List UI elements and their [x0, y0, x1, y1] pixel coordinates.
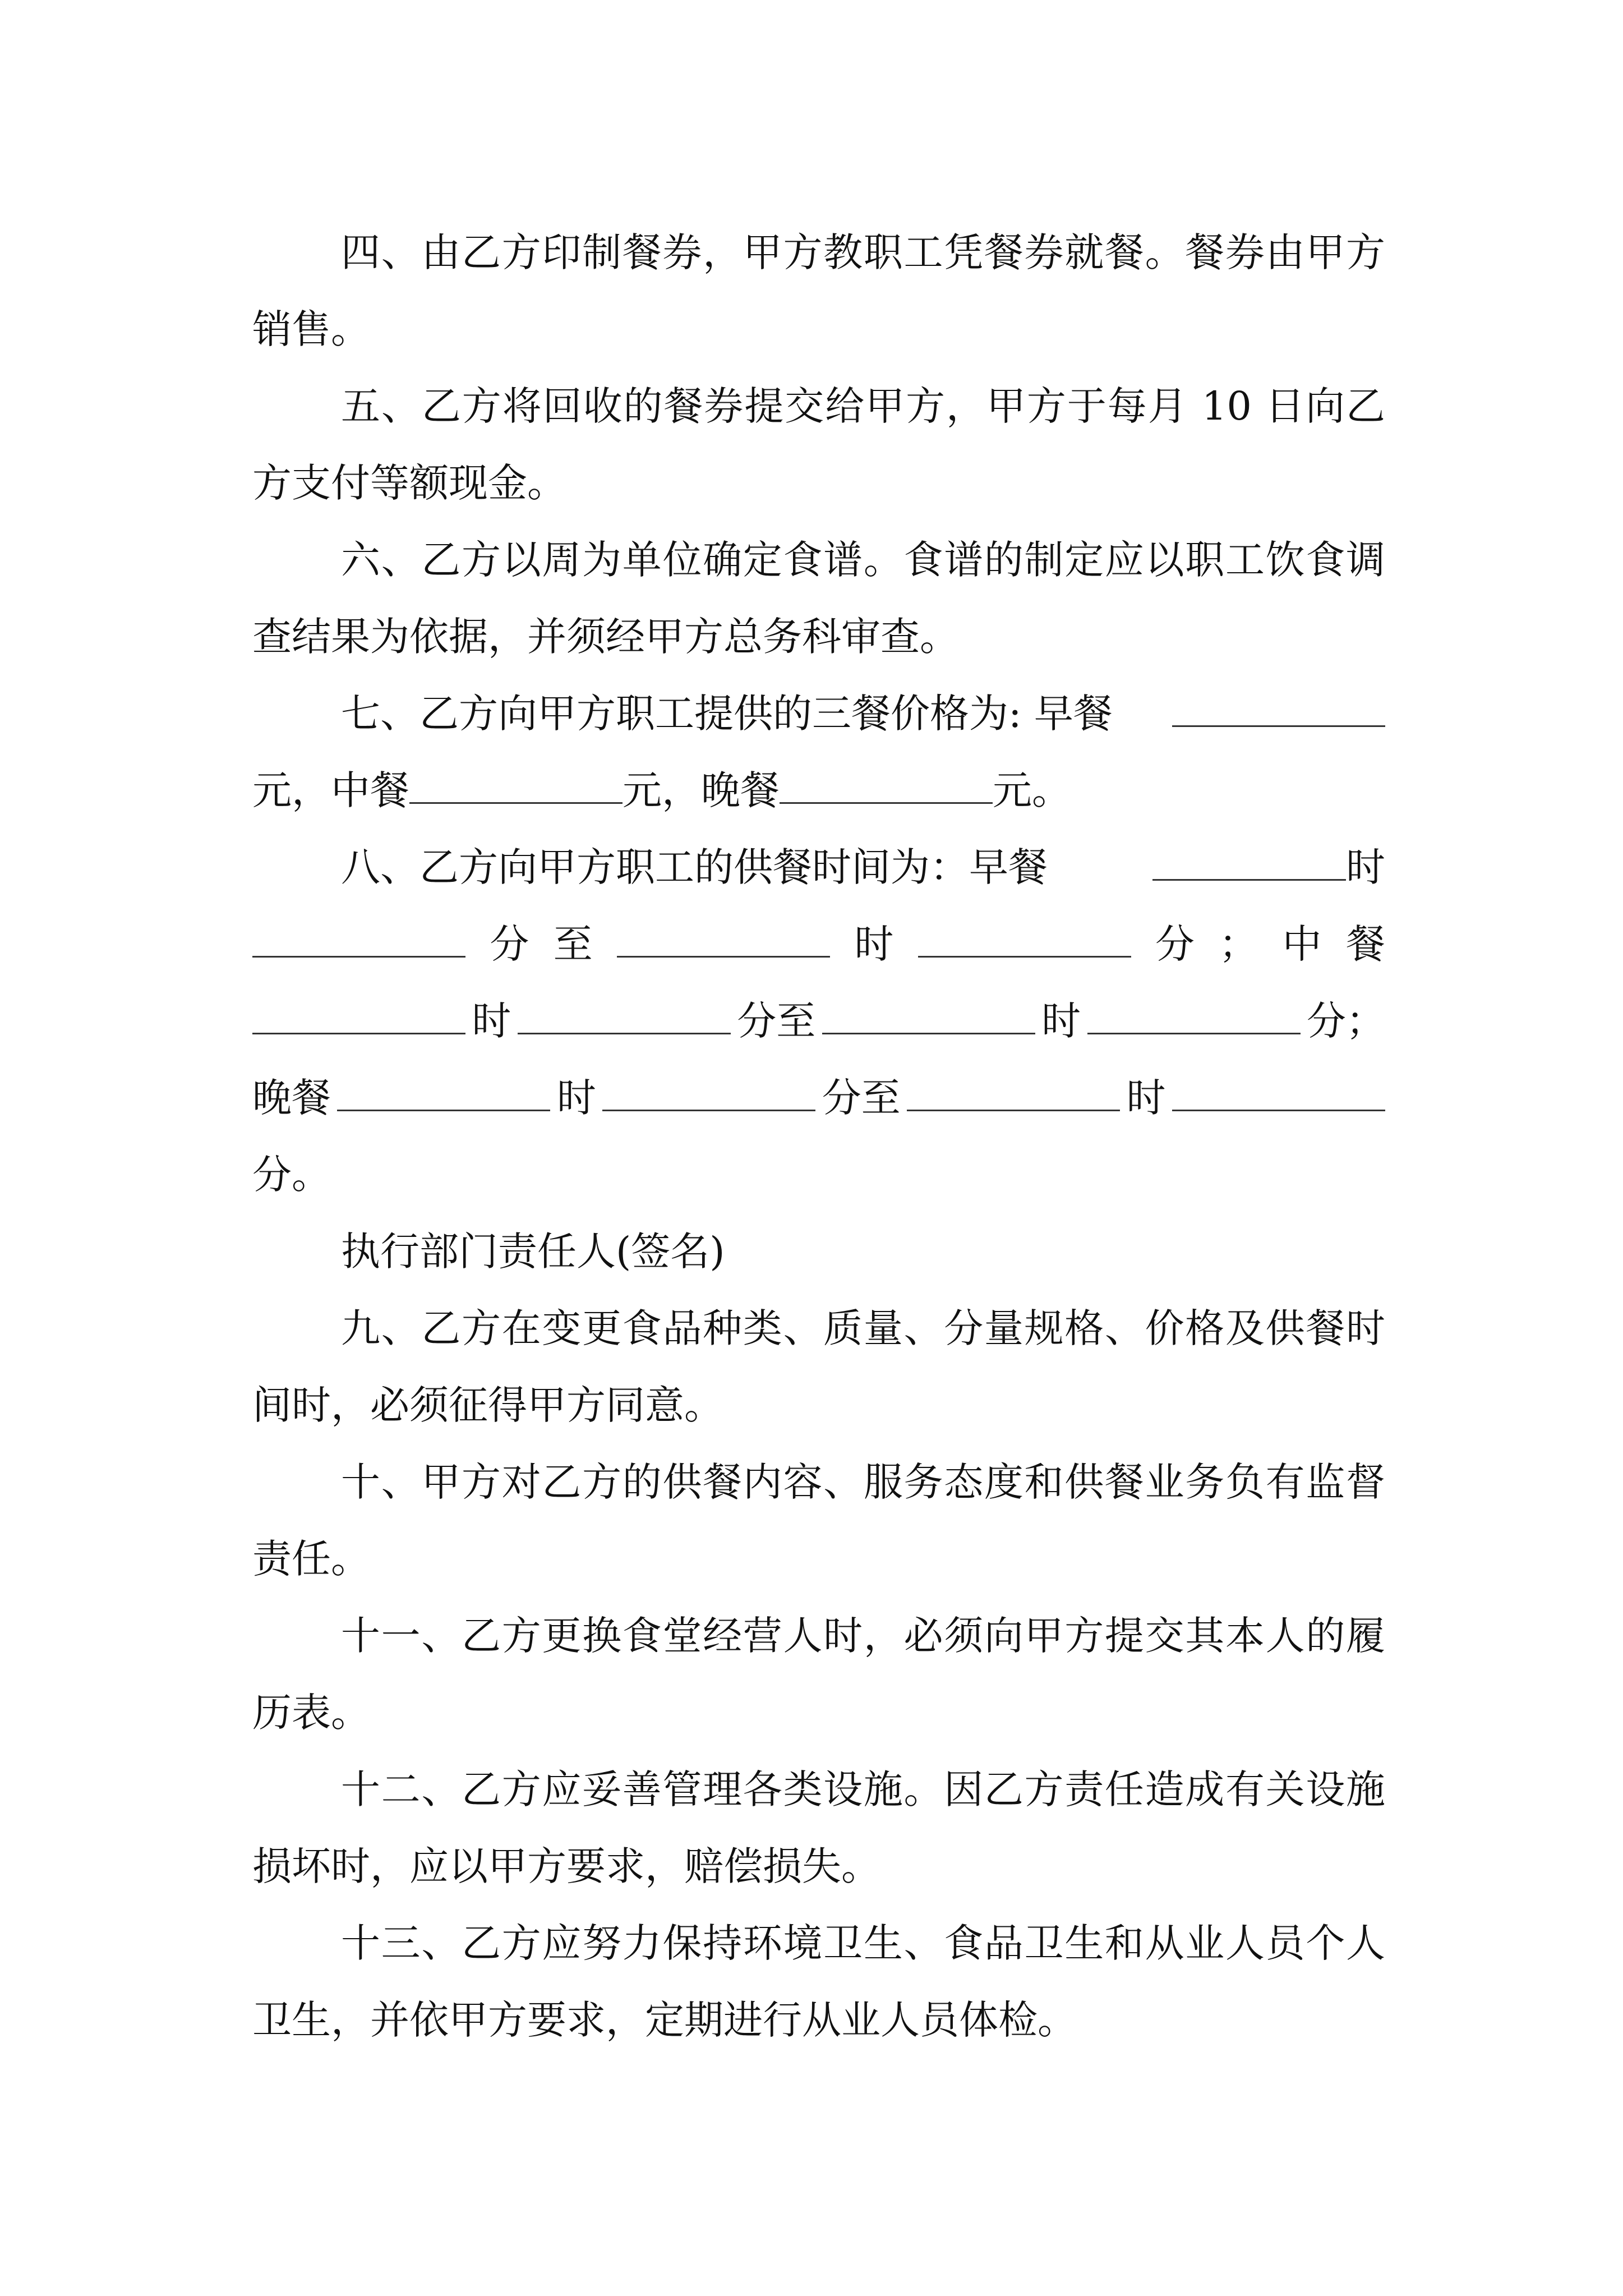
lunch-end-hour-blank	[822, 999, 1035, 1034]
clause-8-line-3	[252, 983, 1385, 1060]
lunch-label-2: 餐	[1345, 921, 1385, 967]
shi-label: 时	[556, 1075, 596, 1121]
lunch-price-blank	[409, 769, 623, 804]
zhi-label: 至	[553, 921, 593, 967]
yuan-lunch-label: 元，中餐	[252, 767, 409, 813]
breakfast-end-hour-blank	[617, 922, 830, 958]
fen-label: 分	[1155, 921, 1195, 967]
clause-12: 十二、乙方应妥善管理各类设施。因乙方责任造成有关设施损坏时，应以甲方要求，赔偿损失。	[252, 1766, 1385, 1889]
clause-8-lead: 八、乙方向甲方职工的供餐时间为：早餐	[341, 844, 1048, 890]
fen-label: 分	[490, 921, 529, 967]
shi-label: 时	[472, 998, 511, 1044]
lunch-start-hour-blank	[252, 999, 465, 1034]
lunch-label-1: 中	[1282, 921, 1322, 967]
shi-label: 时	[1346, 844, 1385, 890]
breakfast-end-minute-blank	[918, 922, 1131, 958]
clause-7-line-2	[252, 752, 1385, 829]
clause-6: 六、乙方以周为单位确定食谱。食谱的制定应以职工饮食调查结果为依据，并须经甲方总务科审查。	[252, 537, 1385, 660]
lunch-end-minute-blank	[1087, 999, 1301, 1034]
breakfast-start-minute-blank	[252, 922, 465, 958]
clause-10: 十、甲方对乙方的供餐内容、服务态度和供餐业务负有监督责任。	[252, 1459, 1385, 1582]
shi-label: 时	[1041, 998, 1081, 1044]
fen-semicolon-label: 分；	[1306, 998, 1385, 1044]
breakfast-price-blank	[1172, 692, 1385, 727]
yuan-end-label: 元。	[993, 767, 1071, 813]
clause-9: 九、乙方在变更食品种类、质量、分量规格、价格及供餐时间时，必须征得甲方同意。	[252, 1305, 1385, 1428]
clause-8-line-2	[252, 906, 1385, 983]
clause-8-line-1	[252, 829, 1385, 906]
fen-end-label: 分。	[252, 1152, 331, 1198]
clause-8-line-5	[252, 1137, 1385, 1213]
semicolon-label: ；	[1219, 921, 1258, 967]
clause-8	[252, 829, 1385, 1213]
clause-7	[252, 675, 1385, 829]
clause-7-line-1	[252, 675, 1385, 752]
document-page	[252, 214, 1385, 2059]
lunch-start-minute-blank	[518, 999, 731, 1034]
dinner-start-hour-blank	[337, 1076, 550, 1111]
yuan-dinner-label: 元，晚餐	[623, 767, 780, 813]
signature-line: 执行部门责任人(签名)	[341, 1228, 725, 1274]
clause-11: 十一、乙方更换食堂经营人时，必须向甲方提交其本人的履历表。	[252, 1613, 1385, 1736]
fen-zhi-label: 分至	[822, 1075, 901, 1121]
clause-13: 十三、乙方应努力保持环境卫生、食品卫生和从业人员个人卫生，并依甲方要求，定期进行从业人员体检。	[252, 1920, 1385, 2043]
fen-zhi-label: 分至	[737, 998, 816, 1044]
shi-label: 时	[854, 921, 894, 967]
shi-label: 时	[1126, 1075, 1166, 1121]
dinner-price-blank	[780, 769, 993, 804]
clause-8-line-4	[252, 1060, 1385, 1137]
clause-7-lead: 七、乙方向甲方职工提供的三餐价格为: 早餐	[341, 691, 1113, 737]
clause-4: 四、由乙方印制餐券，甲方教职工凭餐券就餐。餐券由甲方销售。	[252, 229, 1385, 352]
dinner-start-minute-blank	[602, 1076, 815, 1111]
breakfast-start-hour-blank	[1152, 845, 1346, 881]
dinner-label: 晚餐	[252, 1075, 331, 1121]
dinner-end-hour-blank	[907, 1076, 1120, 1111]
dinner-end-minute-blank	[1172, 1076, 1385, 1111]
clause-5: 五、乙方将回收的餐券提交给甲方，甲方于每月 10 日向乙方支付等额现金。	[252, 383, 1385, 506]
